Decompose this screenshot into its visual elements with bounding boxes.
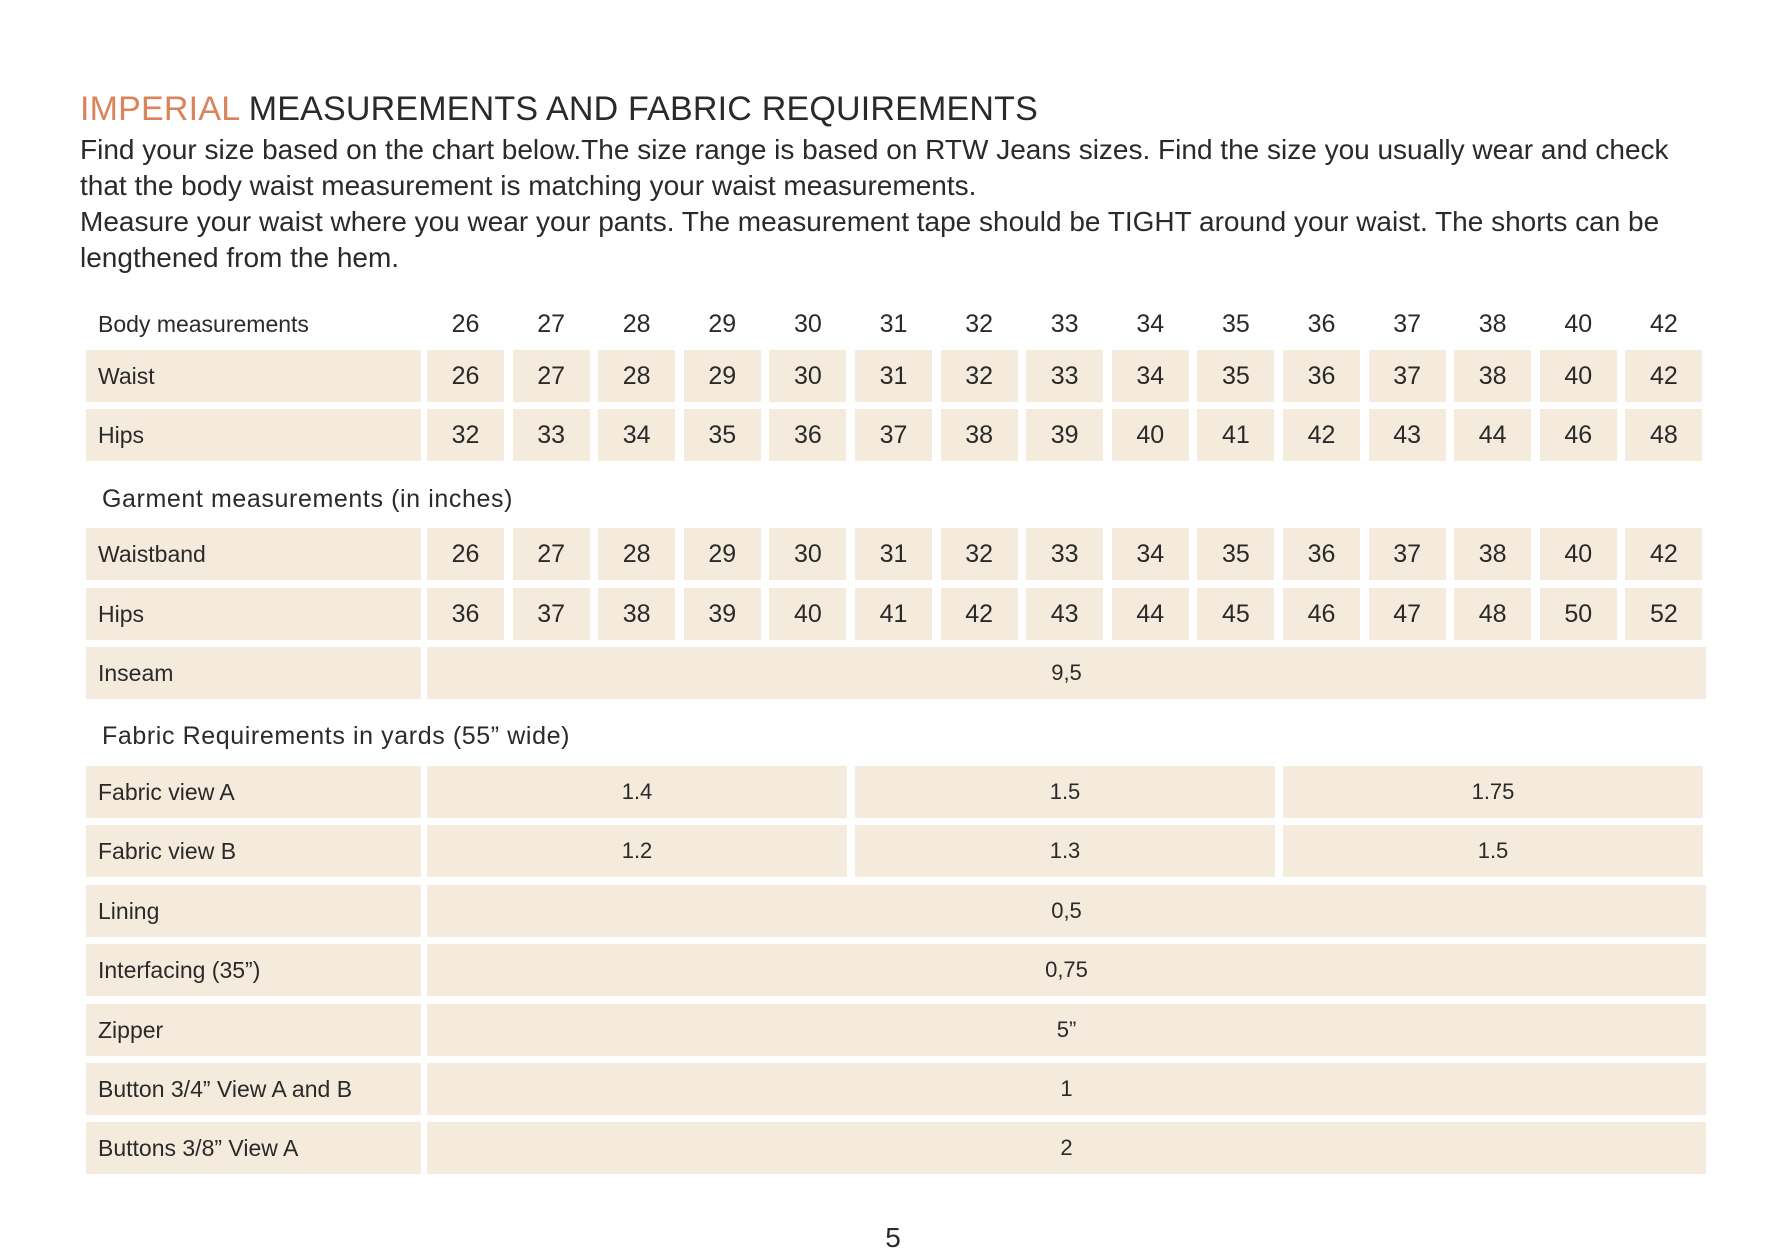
page-heading [80,90,1038,129]
value-cell: 50 [1540,588,1617,640]
value-cell: 34 [1136,309,1165,338]
value-cell: 30 [769,350,846,402]
value-cell: 38 [598,588,675,640]
value-cell: 37 [855,409,932,461]
value-cell: 33 [1050,309,1079,338]
value-cell: 37 [1369,528,1446,580]
value-cell: 34 [598,409,675,461]
value-cell: 44 [1454,409,1531,461]
value-cell: 38 [1478,309,1507,338]
value-cell: 36 [427,588,504,640]
row-label: Interfacing (35”) [86,944,421,996]
heading-rest: MEASUREMENTS AND FABRIC REQUIREMENTS [239,90,1039,128]
value-cell: 2 [427,1122,1706,1174]
value-cell: 37 [513,588,590,640]
value-cell: 32 [427,409,504,461]
value-cell: 31 [855,350,932,402]
value-cell: 27 [513,528,590,580]
value-cell: 42 [941,588,1018,640]
value-cell: 44 [1112,588,1189,640]
value-cell: 47 [1369,588,1446,640]
row-label: Buttons 3/8” View A [86,1122,421,1174]
value-cell: 30 [769,528,846,580]
value-cell: 1.3 [855,825,1275,877]
value-cell: 26 [427,350,504,402]
value-cell: 45 [1197,588,1274,640]
value-cell: 1 [427,1063,1706,1115]
value-cell: 26 [451,309,480,338]
intro-paragraph: Find your size based on the chart below.The size range is based on RTW Jeans sizes. Find the size you usually wear and check that the body waist measurement is matching your waist measurements. [80,134,1669,201]
value-cell: 31 [855,528,932,580]
value-cell: 46 [1283,588,1360,640]
value-cell: 36 [1307,309,1336,338]
garment-section-title: Garment measurements (in inches) [102,485,514,513]
value-cell: 39 [684,588,761,640]
value-cell: 38 [1454,528,1531,580]
value-cell: 30 [793,309,822,338]
heading-accent: IMPERIAL [80,90,240,128]
value-cell: 34 [1112,350,1189,402]
value-cell: 33 [1026,528,1103,580]
value-cell: 0,5 [427,885,1706,937]
value-cell: 37 [1369,350,1446,402]
value-cell: 29 [708,309,737,338]
value-cell: 40 [1540,528,1617,580]
value-cell: 31 [879,309,908,338]
value-cell: 32 [941,528,1018,580]
value-cell: 52 [1625,588,1702,640]
value-cell: 36 [769,409,846,461]
value-cell: 35 [1197,350,1274,402]
value-cell: 1.5 [855,766,1275,818]
row-label: Button 3/4” View A and B [86,1063,421,1115]
value-cell: 38 [941,409,1018,461]
value-cell: 1.75 [1283,766,1703,818]
row-label: Hips [86,588,421,640]
value-cell: 43 [1369,409,1446,461]
value-cell: 42 [1283,409,1360,461]
value-cell: 48 [1625,409,1702,461]
value-cell: 35 [1197,528,1274,580]
row-label: Hips [86,409,421,461]
value-cell: 26 [427,528,504,580]
row-label: Fabric view A [86,766,421,818]
row-label: Zipper [86,1004,421,1056]
value-cell: 32 [941,350,1018,402]
value-cell: 38 [1454,350,1531,402]
body-header-label: Body measurements [98,310,309,337]
value-cell: 28 [598,528,675,580]
value-cell: 28 [622,309,651,338]
value-cell: 39 [1026,409,1103,461]
value-cell: 0,75 [427,944,1706,996]
value-cell: 27 [537,309,565,338]
value-cell: 33 [513,409,590,461]
value-cell: 41 [1197,409,1274,461]
value-cell: 1.4 [427,766,847,818]
value-cell: 42 [1625,528,1702,580]
value-cell: 40 [1564,309,1593,338]
value-cell: 27 [513,350,590,402]
value-cell: 35 [1221,309,1250,338]
row-label: Waist [86,350,421,402]
value-cell: 35 [684,409,761,461]
value-cell: 33 [1026,350,1103,402]
value-cell: 29 [684,350,761,402]
value-cell: 41 [855,588,932,640]
value-cell: 42 [1625,350,1702,402]
value-cell: 1.5 [1283,825,1703,877]
value-cell: 28 [598,350,675,402]
value-cell: 40 [769,588,846,640]
value-cell: 48 [1454,588,1531,640]
intro-text [80,132,1720,276]
value-cell: 1.2 [427,825,847,877]
value-cell: 37 [1393,309,1421,338]
value-cell: 42 [1649,309,1678,338]
value-cell: 32 [965,309,993,338]
value-cell: 40 [1540,350,1617,402]
value-cell: 46 [1540,409,1617,461]
row-label: Fabric view B [86,825,421,877]
value-cell: 5” [427,1004,1706,1056]
value-cell: 40 [1112,409,1189,461]
value-cell: 36 [1283,350,1360,402]
value-cell: 9,5 [427,647,1706,699]
fabric-section-title: Fabric Requirements in yards (55” wide) [102,722,571,750]
row-label: Inseam [86,647,421,699]
row-label: Waistband [86,528,421,580]
value-cell: 34 [1112,528,1189,580]
value-cell: 43 [1026,588,1103,640]
value-cell: 36 [1283,528,1360,580]
value-cell: 29 [684,528,761,580]
intro-paragraph: Measure your waist where you wear your pants. The measurement tape should be TIGHT around your waist. The shorts can be lengthened from the hem. [80,206,1660,273]
row-label: Lining [86,885,421,937]
page-number: 5 [885,1222,901,1253]
